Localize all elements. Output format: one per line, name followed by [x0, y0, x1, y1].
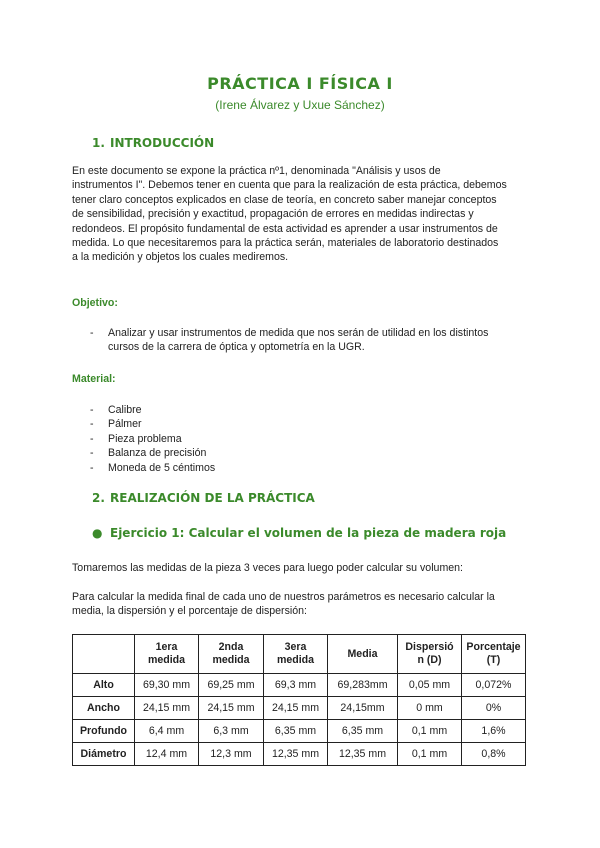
table-cell: 12,4 mm: [135, 743, 199, 766]
table-cell: 6,3 mm: [199, 720, 264, 743]
exercise-paragraph-2: Para calcular la medida final de cada uno de nuestros parámetros es necesario calcular la media, la dispersión y el porcentaje de dispersión:: [72, 591, 495, 618]
intro-paragraph: En este documento se expone la práctica nº1, denominada "Análisis y usos de instrumentos I". Debemos tener en cuenta que para la realización de esta práctica, debemos tener claro conceptos explicados en clase de teoría, en concreto saber manejar conceptos de sensibilidad, precisión y exactitud, propagación de errores en medidas indirectas y redondeos. El propósito fundamental de esta actividad es aprender a usar instrumentos de medida. Lo que necesitaremos para la práctica serán, materiales de laboratorio destinados a la medición y objetos los cuales mediremos.: [72, 165, 507, 264]
exercise-title: Ejercicio 1: Calcular el volumen de la pieza de madera roja: [110, 526, 507, 540]
table-cell: 24,15 mm: [264, 697, 328, 720]
table-row: [73, 674, 526, 697]
list-item: - Analizar y usar instrumentos de medida que nos serán de utilidad en los distintos cursos de la carrera de óptica y optometría en la UGR.: [90, 327, 489, 354]
section-title: REALIZACIÓN DE LA PRÁCTICA: [110, 491, 315, 505]
list-item: - Calibre: [90, 404, 142, 416]
table-row: [73, 697, 526, 720]
list-dash: -: [90, 461, 94, 474]
material-list: [90, 403, 540, 475]
objetivo-label: Objetivo:: [72, 297, 118, 309]
exercise-paragraph-1: Tomaremos las medidas de la pieza 3 veces para luego poder calcular su volumen:: [72, 562, 464, 574]
document-authors: (Irene Álvarez y Uxue Sánchez): [215, 98, 385, 112]
document-title: PRÁCTICA I FÍSICA I: [207, 74, 393, 93]
table-cell: 0,1 mm: [398, 743, 462, 766]
list-dash: -: [90, 447, 94, 460]
row-header-cell: Alto: [73, 674, 135, 697]
exercise-heading: [92, 526, 506, 540]
section-number: 1.: [92, 136, 105, 150]
row-header-cell: Profundo: [73, 720, 135, 743]
table-cell: 0,8%: [462, 743, 526, 766]
table-header-cell: 1era medida: [135, 635, 199, 674]
table-cell: 12,35 mm: [328, 743, 398, 766]
table-cell: 0,072%: [462, 674, 526, 697]
table-header-cell: Dispersió n (D): [398, 635, 462, 674]
table-cell: 6,35 mm: [328, 720, 398, 743]
list-dash: -: [90, 418, 94, 431]
table-cell: 1,6%: [462, 720, 526, 743]
table-header-cell: 3era medida: [264, 635, 328, 674]
table-cell: 24,15 mm: [199, 697, 264, 720]
list-dash: -: [90, 432, 94, 445]
table-header-cell: [73, 635, 135, 674]
list-item: - Pieza problema: [90, 432, 182, 445]
list-item: - Pálmer: [90, 418, 142, 431]
table-cell: 6,35 mm: [264, 720, 328, 743]
table-cell: 0,05 mm: [398, 674, 462, 697]
table-cell: 69,30 mm: [135, 674, 199, 697]
table-cell: 12,3 mm: [199, 743, 264, 766]
table-row: [73, 743, 526, 766]
section-title: INTRODUCCIÓN: [110, 136, 215, 150]
list-dash: -: [90, 327, 94, 339]
table-header-row: [73, 635, 526, 674]
table-cell: 0,1 mm: [398, 720, 462, 743]
table-cell: 69,3 mm: [264, 674, 328, 697]
table-cell: 0 mm: [398, 697, 462, 720]
row-header-cell: Ancho: [73, 697, 135, 720]
table-cell: 6,4 mm: [135, 720, 199, 743]
table-cell: 24,15mm: [328, 697, 398, 720]
measurements-table: [72, 634, 526, 766]
objetivo-list: [90, 326, 540, 355]
section-number: 2.: [92, 491, 105, 505]
row-header-cell: Diámetro: [73, 743, 135, 766]
section-heading-introduccion: [92, 136, 214, 150]
list-dash: -: [90, 404, 94, 416]
table-header-cell: 2nda medida: [199, 635, 264, 674]
table-row: [73, 720, 526, 743]
table-cell: 69,283mm: [328, 674, 398, 697]
table-cell: 24,15 mm: [135, 697, 199, 720]
table-cell: 12,35 mm: [264, 743, 328, 766]
table-cell: 69,25 mm: [199, 674, 264, 697]
table-header-cell: Media: [328, 635, 398, 674]
table-cell: 0%: [462, 697, 526, 720]
list-item: - Moneda de 5 céntimos: [90, 461, 216, 474]
list-item: - Balanza de precisión: [90, 447, 207, 460]
section-heading-realizacion: [92, 491, 315, 505]
bullet-dot: ●: [92, 526, 103, 540]
table-header-cell: Porcentaje (T): [462, 635, 526, 674]
material-label: Material:: [72, 373, 116, 385]
